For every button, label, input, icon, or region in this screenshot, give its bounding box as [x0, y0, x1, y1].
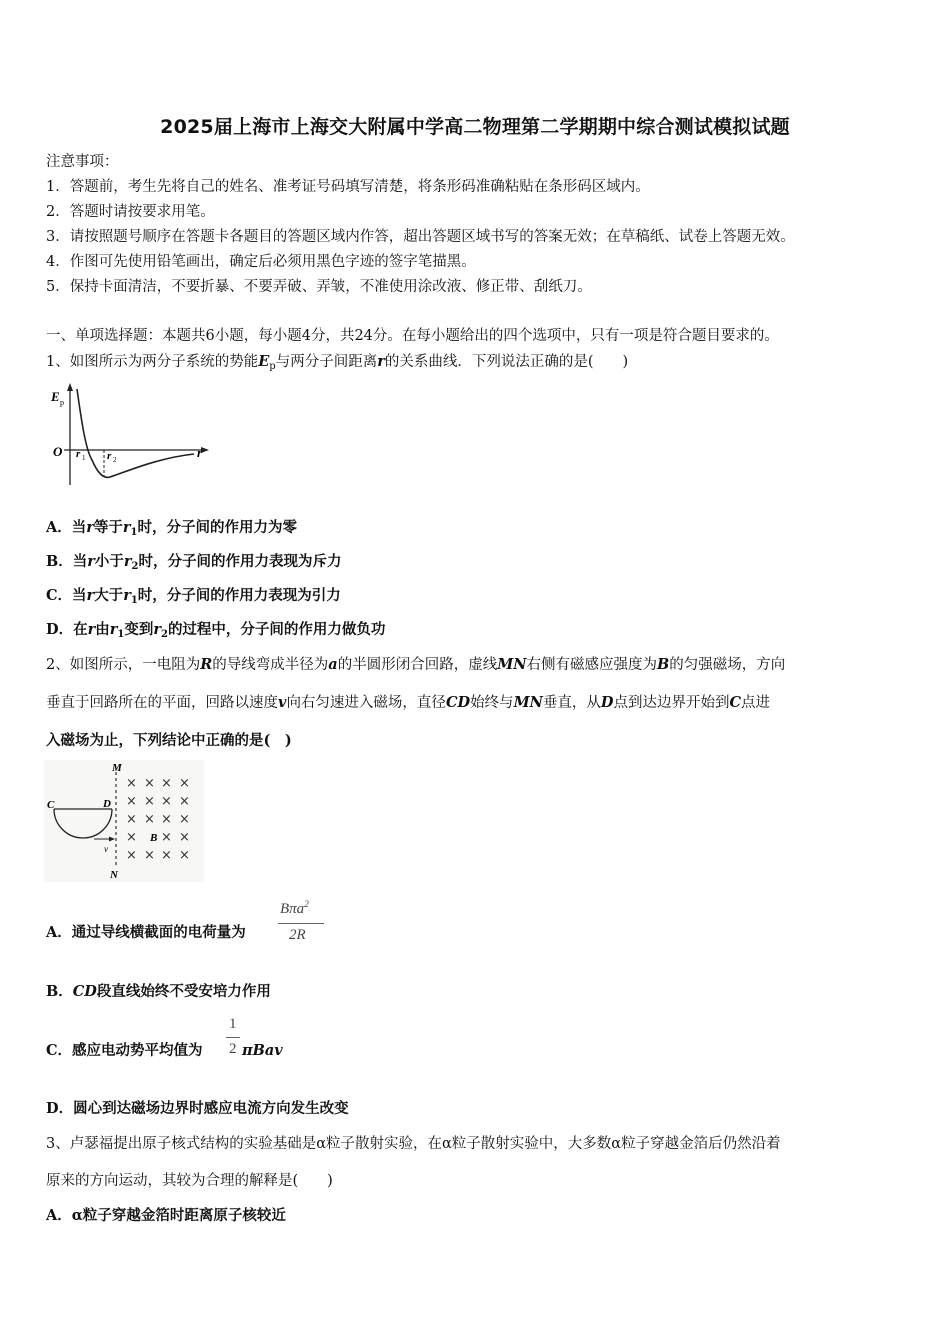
field-cross-mark: × [126, 794, 137, 809]
label-d: D [103, 798, 111, 810]
q2-option-c-denominator: 2 [229, 1041, 237, 1057]
field-cross-mark: × [161, 830, 172, 845]
q2-option-d[interactable]: D．圆心到达磁场边界时感应电流方向发生改变 [46, 1100, 349, 1117]
field-cross-mark: × [179, 848, 190, 863]
label-m: M [112, 762, 122, 774]
r2-sub: 2 [113, 456, 117, 464]
field-cross-mark: × [144, 812, 155, 827]
section-heading: 一、单项选择题：本题共6小题，每小题4分，共24分。在每小题给出的四个选项中，只有一项是符合题目要求的。 [46, 328, 779, 344]
field-cross-mark: × [161, 812, 172, 827]
label-c: C [47, 799, 55, 811]
field-cross-mark: × [126, 830, 137, 845]
origin-label: O [53, 444, 63, 459]
field-cross-mark: × [179, 776, 190, 791]
field-cross-mark: × [161, 794, 172, 809]
q1-option-c[interactable]: C．当r大于$r_1$时，分子间的作用力表现为引力 [46, 587, 341, 606]
q2-magnetic-field-figure [44, 760, 204, 882]
q1-potential-energy-graph [46, 380, 216, 492]
field-cross-mark: × [179, 812, 190, 827]
label-n: N [110, 869, 118, 881]
notice-item: 5．保持卡面清洁，不要折暴、不要弄破、弄皱，不准使用涂改液、修正带、刮纸刀。 [46, 279, 592, 295]
q1-option-a[interactable]: A．当r等于$r_1$时，分子间的作用力为零 [46, 519, 298, 538]
q2-stem-line1: 2、如图所示，一电阻为R的导线弯成半径为a的半圆形闭合回路，虚线MN右侧有磁感应强度为B的匀强磁场，方向 [46, 656, 786, 673]
notice-item: 4．作图可先使用铅笔画出，确定后必须用黑色字迹的签字笔描黑。 [46, 254, 476, 270]
q1-option-b[interactable]: B．当r小于$r_2$时，分子间的作用力表现为斥力 [46, 553, 342, 572]
q3-option-a[interactable]: A．α粒子穿越金箔时距离原子核较近 [46, 1207, 286, 1224]
field-cross-mark: × [144, 794, 155, 809]
q2-option-c[interactable]: C．感应电动势平均值为 [46, 1042, 203, 1059]
q2-stem-line2: 垂直于回路所在的平面，回路以速度v向右匀速进入磁场，直径CD始终与MN垂直，从D点到达边界开始到C点进 [46, 694, 770, 711]
q2-option-a-denominator: 2R [289, 927, 306, 943]
label-b: B [150, 832, 158, 844]
field-cross-mark: × [126, 776, 137, 791]
r1-sub: 1 [82, 454, 86, 462]
q2-option-c-expression: πBav [242, 1042, 283, 1059]
notice-item: 1．答题前，考生先将自己的姓名、准考证号码填写清楚，将条形码准确粘贴在条形码区域内。 [46, 179, 650, 195]
notice-item: 2．答题时请按要求用笔。 [46, 204, 215, 220]
axis-ylabel: E [51, 389, 60, 404]
axis-xlabel: r [197, 445, 203, 460]
field-cross-mark: × [161, 848, 172, 863]
field-cross-mark: × [161, 776, 172, 791]
q2-option-a-numerator: Bπa$^2$ [280, 899, 309, 917]
field-cross-mark: × [179, 830, 190, 845]
q2-stem-line3: 入磁场为止，下列结论中正确的是( ) [46, 732, 292, 749]
field-cross-mark: × [126, 848, 137, 863]
notice-item: 3．请按照题号顺序在答题卡各题目的答题区域内作答，超出答题区域书写的答案无效；在草稿纸、试卷上答题无效。 [46, 229, 795, 245]
q3-stem-line1: 3、卢瑟福提出原子核式结构的实验基础是α粒子散射实验，在α粒子散射实验中，大多数α粒子穿越金箔后仍然沿着 [46, 1136, 781, 1152]
q1-stem: 1、如图所示为两分子系统的势能$E_p$与两分子间距离r的关系曲线．下列说法正确的是( ) [46, 353, 629, 372]
field-cross-mark: × [126, 812, 137, 827]
q1-option-d[interactable]: D．在r由$r_1$变到$r_2$的过程中，分子间的作用力做负功 [46, 621, 386, 640]
r1-label: r [76, 448, 81, 460]
q2-option-b[interactable]: B．CD段直线始终不受安培力作用 [46, 983, 271, 1000]
field-cross-mark: × [144, 848, 155, 863]
field-cross-mark: × [144, 776, 155, 791]
axis-ylabel-sub: p [60, 398, 64, 407]
label-v: v [104, 844, 108, 854]
fraction-bar [226, 1037, 240, 1038]
fraction-bar [278, 923, 324, 924]
page-title: 2025届上海市上海交大附属中学高二物理第二学期期中综合测试模拟试题 [160, 116, 790, 138]
notice-heading: 注意事项： [46, 154, 119, 170]
r2-label: r [107, 450, 112, 462]
field-cross-mark: × [179, 794, 190, 809]
q2-option-a[interactable]: A．通过导线横截面的电荷量为 [46, 924, 246, 941]
q3-stem-line2: 原来的方向运动，其较为合理的解释是( ) [46, 1173, 333, 1189]
q2-option-c-numerator: 1 [229, 1016, 237, 1032]
